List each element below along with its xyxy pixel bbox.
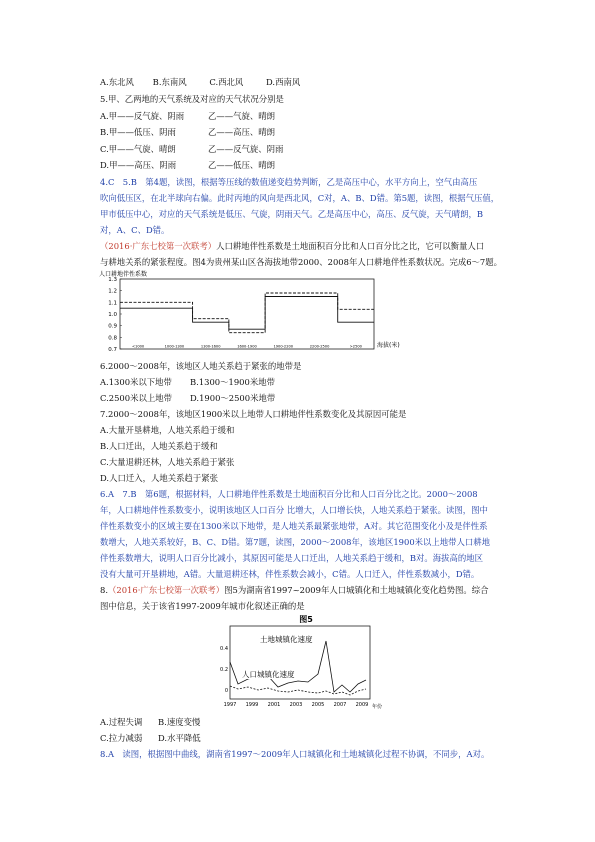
q4-option-b: B.东南风 <box>152 77 187 87</box>
answer-8: 8.A 读图，根据图中曲线，湖南省1997～2009年人口城镇化和土地城镇化过程不协调，不同步，A对。 <box>100 749 490 759</box>
q4-option-c: C.西北风 <box>209 77 244 87</box>
fig4-ytick-label: 1.3 <box>108 277 117 283</box>
answer-6-7-line-3: 伴性系数变小的区域主要在1300米以下地带，是人地关系最紧张地带，A对。其它范围变化小及是伴性系 <box>100 521 488 531</box>
fig5-pop-line <box>230 686 366 695</box>
fig4-xtick-label: 1600-1900 <box>237 344 257 349</box>
fig4-series-solid-line <box>120 297 374 330</box>
fig5-land-line <box>230 641 366 692</box>
fig4-xtick-label: 2200-2500 <box>309 344 330 349</box>
fig5-xtick-label: 2003 <box>289 702 303 708</box>
q7-option-d: D.人口迁入，人地关系趋于紧张 <box>100 473 218 483</box>
fig4-ytick-label: 1.2 <box>108 288 117 295</box>
q8-option-d: D.水平降低 <box>158 733 201 743</box>
answer-4-5-line-4: 对，A、C、D错。 <box>100 225 170 235</box>
answer-6-7-line-6: 没有大量可开垦耕地，A错。大量退耕还林，伴性系数会减小，C错。人口迁入，伴性系数减小，D错。 <box>100 569 480 579</box>
fig5-xtick-label: 2007 <box>333 702 347 708</box>
fig5-ytick-label: 0.4 <box>220 646 228 652</box>
figure-4-chart <box>96 268 400 358</box>
q6-options-row-2 <box>100 393 275 404</box>
q8-intro-line-2: 图中信息，关于该省1997-2009年城市化叙述正确的是 <box>100 601 305 611</box>
q6-7-intro-line-2: 与耕地关系的紧张程度。图4为贵州某山区各海拔地带2000、2008年人口耕地伴性系数状况。完成6～7题。 <box>100 257 502 267</box>
answer-6-7-line-4: 数增大，人地关系较好，B、C、D错。第7题，读图，2000～2008年，该地区1900米以上地带人口耕地 <box>100 537 491 547</box>
fig5-xtick-label: 2005 <box>311 702 325 708</box>
fig4-ytick-label: 0.9 <box>108 323 117 330</box>
q6-7-intro-line-1: （2016·广东七校第一次联考）人口耕地伴性系数是土地面积百分比和人口百分比之比，它可以衡量人口 <box>100 241 485 251</box>
fig4-xtick-label: 1300-1600 <box>200 344 221 349</box>
q6-options-row-1 <box>100 377 275 388</box>
fig4-xtick-label: 1900-2200 <box>273 344 294 349</box>
fig5-xtick-label: 1997 <box>223 702 237 708</box>
figure-5-chart <box>218 612 383 712</box>
q6-option-b: B.1300～1900米地带 <box>190 377 275 387</box>
q4-option-d: D.西南风 <box>266 77 301 87</box>
fig5-title: 图5 <box>299 615 313 624</box>
source-tag: （2016·广东七校第一次联考） <box>100 241 217 251</box>
q6-option-a: A.1300米以下地带 <box>100 377 172 387</box>
q7-option-c: C.大量退耕还林，人地关系趋于紧张 <box>100 457 235 467</box>
source-tag: （2016·广东七校第一次联考） <box>108 585 225 595</box>
fig4-ytick-label: 0.7 <box>108 347 117 353</box>
fig5-xtick-label: 2009 <box>355 702 369 708</box>
answer-4-5-line-2: 吹向低压区，在北半球向右偏。此时丙地的风向是西北风，C对，A、B、D错。第5题，读图，根据气压值， <box>100 193 500 203</box>
q8-option-c: C.拉力减弱 <box>100 733 143 743</box>
answer-4-5-line-1: 4.C 5.B 第4题，读图，根据等压线的数值递变趋势判断，乙是高压中心，水平方向上，空气由高压 <box>100 177 478 187</box>
q5-stem: 5.甲、乙两地的天气系统及对应的天气状况分别是 <box>100 94 284 104</box>
q8-intro-line-1: 8.（2016·广东七校第一次联考）图5为湖南省1997~2009年人口城镇化和土地城镇化变化趋势图。综合 <box>100 585 489 595</box>
q7-option-a: A.大量开垦耕地，人地关系趋于缓和 <box>100 425 235 435</box>
fig4-xtick-label: 1000-1300 <box>164 344 185 349</box>
answer-6-7-line-2: 年，人口耕地伴性系数变小，说明该地区人口百分 比增大，人口增长快，人地关系趋于紧张。读图，图中 <box>100 505 488 515</box>
fig5-x-unit: 年份 <box>372 704 383 710</box>
q5-option-a: A.甲——反气旋、阴雨 乙——气旋、晴朗 <box>100 111 275 121</box>
fig4-ytick-label: 1.1 <box>108 300 117 307</box>
q5-option-c: C.甲——气旋、晴朗 乙——反气旋、阴雨 <box>100 144 284 154</box>
fig4-plot-frame <box>120 279 374 349</box>
q7-option-b: B.人口迁出，人地关系趋于缓和 <box>100 441 218 451</box>
q5-option-d: D.甲——高压、阴雨 乙——低压、晴朗 <box>100 160 275 170</box>
q8-options-row-1 <box>100 717 200 728</box>
answer-6-7-line-1: 6.A 7.B 第6题，根据材料，人口耕地伴性系数是土地面积百分比和人口百分比之比。2000～2008 <box>100 489 478 499</box>
fig4-xtick-label: >2500 <box>349 344 362 349</box>
q6-stem: 6.2000～2008年，该地区人地关系趋于紧张的地带是 <box>100 361 302 371</box>
fig5-ytick-label: 0 <box>224 688 228 694</box>
q8-option-b: B.速度变慢 <box>158 717 201 727</box>
answer-4-5-line-3: 甲市低压中心，对应的天气系统是低压、气旋，阴雨天气。乙是高压中心，高压、反气旋，天气晴朗，B <box>100 209 484 219</box>
fig4-xlabel: 海拔(米) <box>377 342 400 349</box>
q8-option-a: A.过程失调 <box>100 717 143 727</box>
q6-option-c: C.2500米以上地带 <box>100 393 172 403</box>
q5-option-b: B.甲——低压、阴雨 乙——高压、晴朗 <box>100 127 275 137</box>
fig4-series-dashed-line <box>120 293 374 333</box>
fig4-ytick-label: 0.8 <box>108 335 117 342</box>
q8-options-row-2 <box>100 733 201 744</box>
fig4-ytick-label: 1.0 <box>108 312 117 318</box>
q4-options <box>100 77 300 88</box>
fig4-ylabel: 人口耕地伴性系数 <box>99 271 148 278</box>
answer-6-7-line-5: 伴性系数增大，说明人口百分比减小，其原因可能是人口迁出，人地关系趋于缓和，B对。海拔高的地区 <box>100 553 484 563</box>
q4-option-a: A.东北风 <box>100 77 134 87</box>
fig5-xtick-label: 2001 <box>267 702 281 708</box>
q7-stem: 7.2000～2008年，该地区1900米以上地带人口耕地伴性系数变化及其原因可能是 <box>100 409 407 419</box>
q6-option-d: D.1900～2500米地带 <box>190 393 276 403</box>
fig5-xtick-label: 1999 <box>245 702 259 708</box>
fig5-ytick-label: 0.2 <box>220 667 228 673</box>
fig5-pop-label: 人口城镇化速度 <box>242 670 295 679</box>
fig4-xtick-label: <1000 <box>132 344 145 349</box>
fig5-land-label: 土地城镇化速度 <box>260 635 313 644</box>
